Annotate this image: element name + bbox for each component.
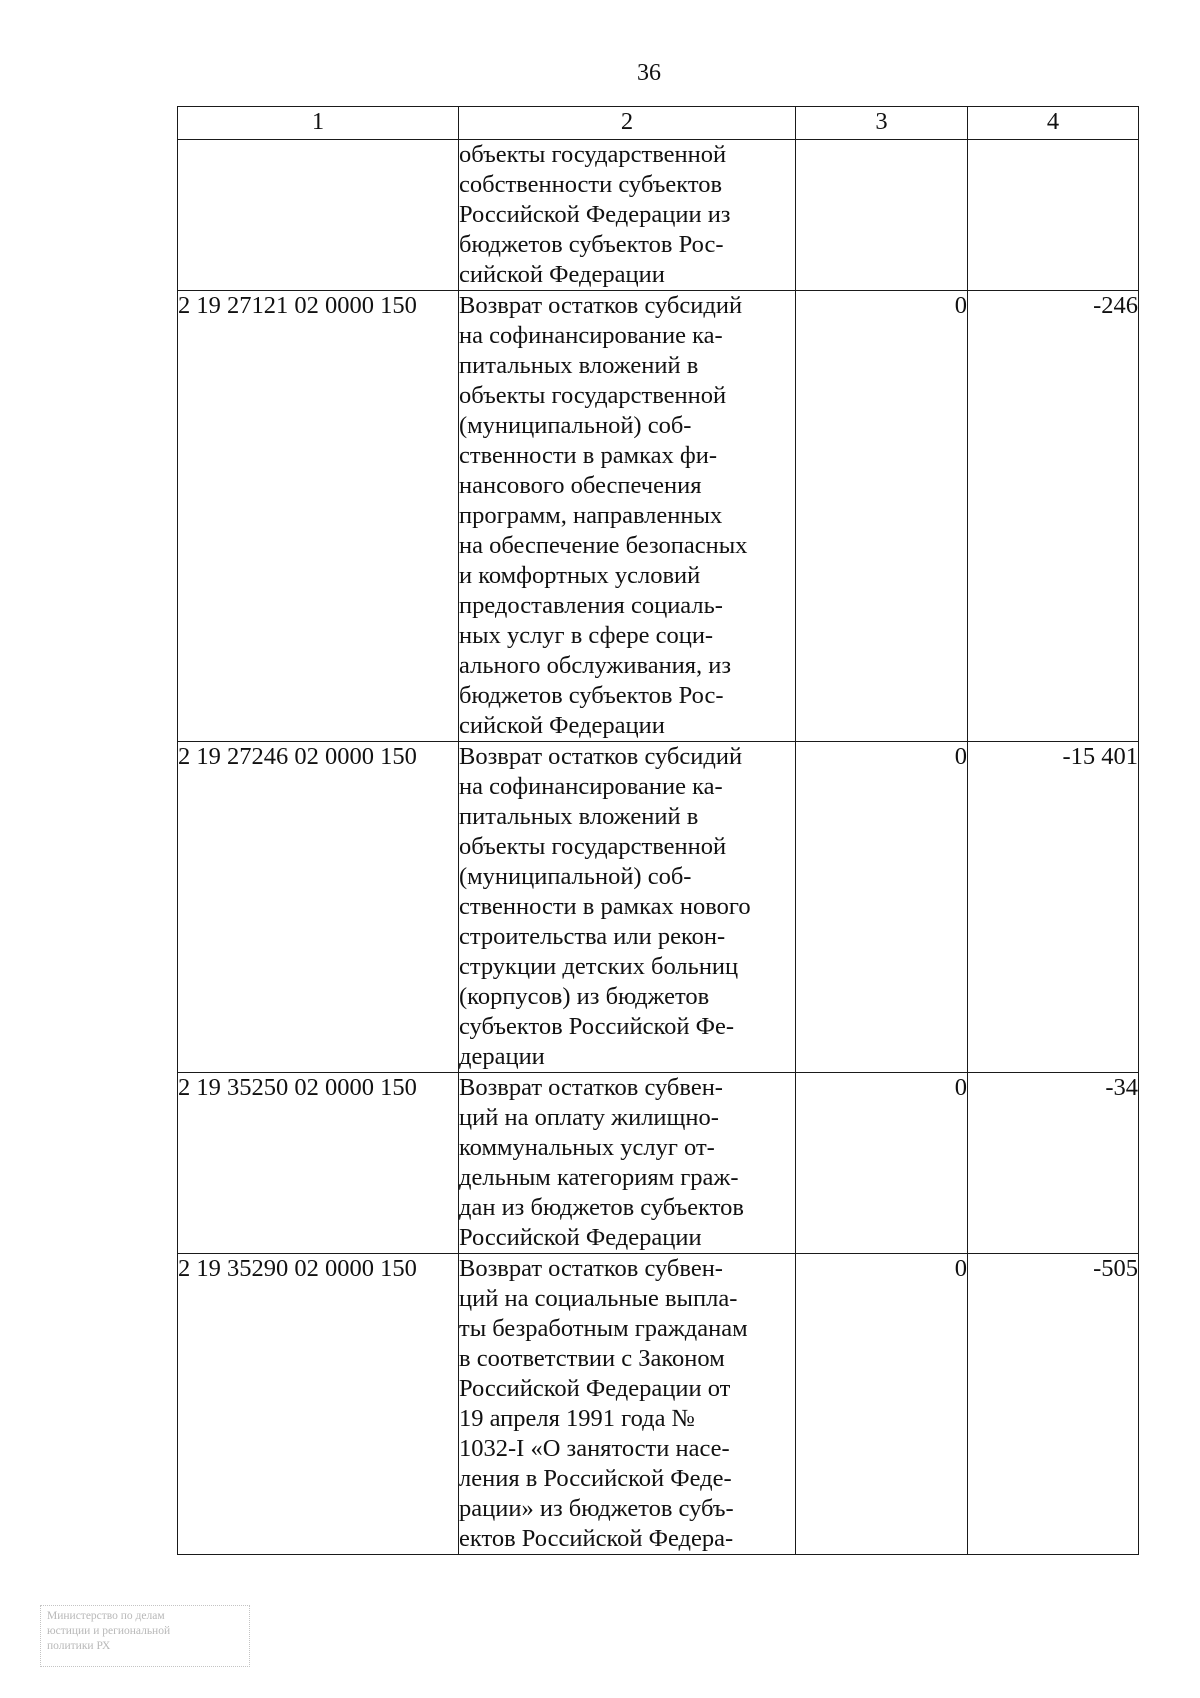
description-line: ственности в рамках фи- bbox=[459, 442, 718, 469]
table-body bbox=[178, 140, 1139, 1555]
budget-code-cell: 2 19 35290 02 0000 150 bbox=[178, 1254, 459, 1555]
value-col-3-cell bbox=[796, 140, 968, 291]
description-line: (муниципальной) соб- bbox=[459, 412, 692, 439]
description-cell bbox=[459, 140, 796, 291]
budget-table bbox=[177, 106, 1139, 1555]
description-line: на софинансирование ка- bbox=[459, 322, 723, 349]
description-line: Российской Федерации bbox=[459, 1224, 702, 1251]
table-row bbox=[178, 140, 1139, 291]
description-line: и комфортных условий bbox=[459, 562, 701, 589]
description-line: собственности субъектов bbox=[459, 171, 723, 198]
stamp-line: политики РХ bbox=[47, 1640, 111, 1652]
value-col-4-cell: -246 bbox=[968, 291, 1139, 742]
value-col-4-cell: -34 bbox=[968, 1073, 1139, 1254]
description-line: программ, направленных bbox=[459, 502, 723, 529]
description-line: бюджетов субъектов Рос- bbox=[459, 231, 724, 258]
description-line: 19 апреля 1991 года № bbox=[459, 1405, 695, 1432]
description-line: нансового обеспечения bbox=[459, 472, 702, 499]
budget-code-cell: 2 19 27246 02 0000 150 bbox=[178, 742, 459, 1073]
description-line: сийской Федерации bbox=[459, 712, 665, 739]
description-line: предоставления социаль- bbox=[459, 592, 723, 619]
description-line: объекты государственной bbox=[459, 141, 727, 168]
table-header bbox=[178, 107, 1139, 140]
description-line: объекты государственной bbox=[459, 833, 727, 860]
description-line: дерации bbox=[459, 1043, 545, 1070]
description-line: питальных вложений в bbox=[459, 352, 699, 379]
value-col-4-cell: -15 401 bbox=[968, 742, 1139, 1073]
header-col-4: 4 bbox=[968, 107, 1139, 140]
value-col-3-cell: 0 bbox=[796, 291, 968, 742]
description-line: 1032-I «О занятости насе- bbox=[459, 1435, 730, 1462]
description-line: ных услуг в сфере соци- bbox=[459, 622, 714, 649]
header-col-1: 1 bbox=[178, 107, 459, 140]
description-line: рации» из бюджетов субъ- bbox=[459, 1495, 734, 1522]
description-line: Российской Федерации от bbox=[459, 1375, 731, 1402]
stamp-line: юстиции и региональной bbox=[47, 1625, 171, 1637]
description-line: объекты государственной bbox=[459, 382, 727, 409]
description-line: Возврат остатков субсидий bbox=[459, 292, 743, 319]
table-row bbox=[178, 1073, 1139, 1254]
description-line: сийской Федерации bbox=[459, 261, 665, 288]
header-col-3: 3 bbox=[796, 107, 968, 140]
description-line: струкции детских больниц bbox=[459, 953, 739, 980]
description-line: субъектов Российской Фе- bbox=[459, 1013, 735, 1040]
budget-code-cell: 2 19 35250 02 0000 150 bbox=[178, 1073, 459, 1254]
table-row bbox=[178, 1254, 1139, 1555]
stamp-line: Министерство по делам bbox=[47, 1610, 165, 1622]
description-cell bbox=[459, 1073, 796, 1254]
value-col-3-cell: 0 bbox=[796, 1254, 968, 1555]
table-row bbox=[178, 291, 1139, 742]
description-line: дельным категориям граж- bbox=[459, 1164, 739, 1191]
description-line: ций на оплату жилищно- bbox=[459, 1104, 719, 1131]
description-line: ального обслуживания, из bbox=[459, 652, 732, 679]
header-col-2: 2 bbox=[459, 107, 796, 140]
description-line: Возврат остатков субсидий bbox=[459, 743, 743, 770]
description-line: питальных вложений в bbox=[459, 803, 699, 830]
description-line: дан из бюджетов субъектов bbox=[459, 1194, 744, 1221]
value-col-4-cell: -505 bbox=[968, 1254, 1139, 1555]
description-line: (корпусов) из бюджетов bbox=[459, 983, 710, 1010]
value-col-4-cell bbox=[968, 140, 1139, 291]
description-line: ственности в рамках нового bbox=[459, 893, 751, 920]
description-cell bbox=[459, 742, 796, 1073]
description-line: на софинансирование ка- bbox=[459, 773, 723, 800]
description-line: Возврат остатков субвен- bbox=[459, 1255, 723, 1282]
description-line: в соответствии с Законом bbox=[459, 1345, 725, 1372]
page-number: 36 bbox=[637, 60, 661, 86]
registration-stamp bbox=[40, 1605, 250, 1667]
description-line: на обеспечение безопасных bbox=[459, 532, 748, 559]
table-header-row bbox=[178, 107, 1139, 140]
description-line: Возврат остатков субвен- bbox=[459, 1074, 723, 1101]
description-line: строительства или рекон- bbox=[459, 923, 726, 950]
description-line: ций на социальные выпла- bbox=[459, 1285, 738, 1312]
description-line: (муниципальной) соб- bbox=[459, 863, 692, 890]
description-line: ления в Российской Феде- bbox=[459, 1465, 732, 1492]
budget-code-cell bbox=[178, 140, 459, 291]
value-col-3-cell: 0 bbox=[796, 1073, 968, 1254]
description-line: ты безработным гражданам bbox=[459, 1315, 748, 1342]
table-row bbox=[178, 742, 1139, 1073]
description-cell bbox=[459, 291, 796, 742]
value-col-3-cell: 0 bbox=[796, 742, 968, 1073]
description-line: коммунальных услуг от- bbox=[459, 1134, 715, 1161]
budget-code-cell: 2 19 27121 02 0000 150 bbox=[178, 291, 459, 742]
description-line: бюджетов субъектов Рос- bbox=[459, 682, 724, 709]
description-line: Российской Федерации из bbox=[459, 201, 731, 228]
description-line: ектов Российской Федера- bbox=[459, 1525, 734, 1552]
description-cell bbox=[459, 1254, 796, 1555]
